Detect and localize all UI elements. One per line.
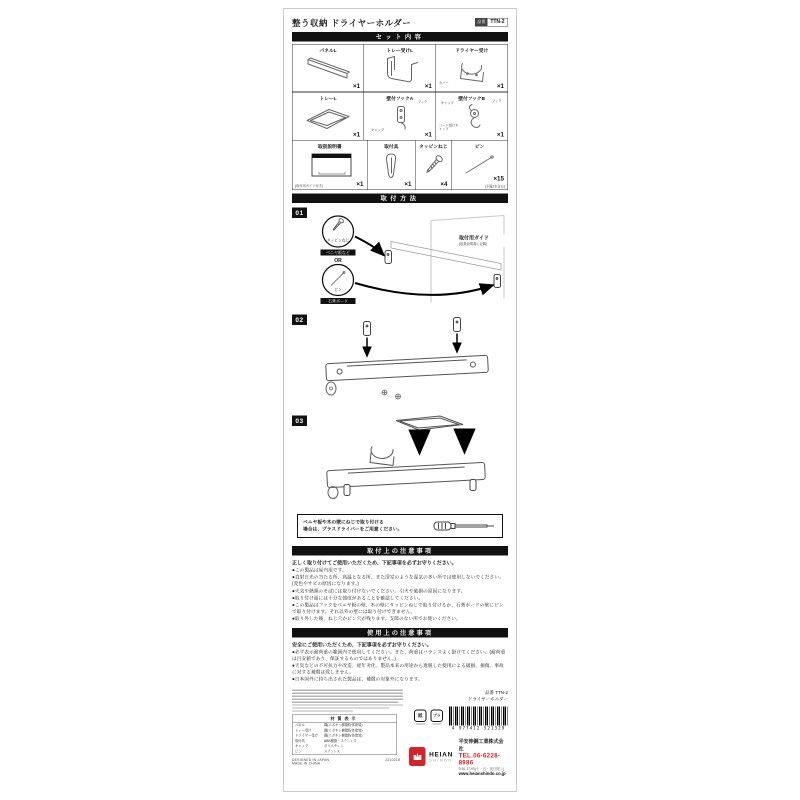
- parts-grid: [292, 44, 508, 190]
- usage-caution-intro: 安全にご使用いただくため、下記事項を必ずお守りください。: [292, 642, 432, 648]
- tapping-screw-illustration: [416, 150, 452, 181]
- footer: [292, 690, 508, 776]
- company-web: www.heianshindo.co.jp: [458, 770, 506, 776]
- install-caution-intro: 正しく取り付けてご使用いただくため、下記事項を必ずお守りください。: [292, 560, 457, 566]
- caution-item: ●必ず表示耐荷重の範囲内で使用してください。また、荷重はバランスよく掛けてください。(耐荷重は目安値であり、保証するものではありません。): [292, 649, 506, 661]
- screwdriver-icon: [432, 519, 497, 534]
- caution-item: ●火気や熱源のそばには取り付けないでください。引火や破損の原因になります。: [292, 588, 466, 594]
- section-bar-method: 取付方法: [292, 194, 508, 204]
- header: [292, 16, 508, 29]
- part-name: ピン: [474, 144, 485, 150]
- fitting-tool-illustration: [368, 150, 416, 181]
- panel-l-illustration: [293, 54, 364, 85]
- materials-title: 材質表示: [293, 715, 397, 723]
- caution-item: ●天災などの不可抗力や改造、経年劣化、製品本来の用途から逸脱した使用による破損、損傷、事故に対する補償は致しません。: [292, 662, 504, 675]
- part-name: 壁付フックB: [458, 96, 486, 102]
- pin-wall-label: 石膏ボード: [328, 298, 348, 304]
- step-01-badge: 01: [292, 208, 307, 219]
- part-number-badge: [475, 18, 508, 27]
- part-cell-pin: [452, 141, 508, 190]
- company-tel: TEL.06-6228-8986: [458, 751, 501, 766]
- section-bar-usage-caution: 使用上の注意事項: [292, 628, 508, 638]
- install-caution-list: [292, 567, 508, 622]
- manual-illustration: [293, 150, 368, 181]
- material-key: キャップ: [295, 744, 309, 749]
- product-name: ドライヤーホルダー: [467, 696, 508, 702]
- hook-tag: フック: [491, 99, 502, 103]
- step-02-illustration: [292, 313, 510, 409]
- part-number-label: 品番: [477, 19, 486, 24]
- step-02-badge: 02: [292, 315, 307, 326]
- part-cell-panel-l: [293, 45, 365, 93]
- tray-uke-l-illustration: [364, 54, 435, 85]
- step-03-badge: 03: [292, 416, 307, 427]
- step-03: [292, 414, 508, 508]
- pin-label: ピン: [334, 288, 342, 292]
- part-qty: ×1: [424, 131, 432, 138]
- part-cell-wall-hook-a: [364, 93, 436, 141]
- material-key: 取付具: [295, 739, 305, 743]
- step-01: [292, 206, 508, 311]
- part-name: トレー受けL: [386, 48, 414, 54]
- guide-label: 取付用ガイド: [459, 235, 489, 242]
- cap-tag: キャップ: [440, 101, 454, 105]
- screwdriver-note-box: [297, 514, 503, 538]
- instruction-sheet: [283, 8, 517, 792]
- hook-tag: フック: [417, 100, 428, 104]
- or-label: OR: [334, 258, 342, 264]
- product-label: [468, 690, 508, 703]
- part-number-value: TTN-2: [490, 19, 505, 25]
- part-name: 取扱説明書: [317, 144, 342, 150]
- part-name: タッピンねじ: [418, 144, 448, 150]
- material-value: ステンレス: [324, 749, 341, 754]
- part-qty: ×1: [353, 82, 361, 90]
- page-title: 整う収納 ドライヤーホルダー: [292, 18, 412, 28]
- part-qty: ×1: [353, 131, 361, 138]
- part-qty: ×1: [404, 180, 412, 188]
- dryer-uke-illustration: [436, 54, 508, 85]
- plastic-recycle-icon: プラ: [431, 709, 444, 722]
- plastic-recycle-mark: [431, 709, 444, 724]
- material-value: ポリエチレン: [324, 744, 344, 749]
- part-cell-tapping-screw: [416, 141, 452, 190]
- material-key: トレー受け: [295, 728, 312, 733]
- part-cell-tray-uke-l: [364, 45, 436, 93]
- barcode: [449, 706, 508, 725]
- footer-right: [403, 690, 508, 776]
- tray-l-illustration: [293, 102, 364, 133]
- material-row: [293, 749, 397, 754]
- caution-item: ●この製品は屋内用です。: [292, 567, 347, 573]
- note-line-2: 場合は、プラスドライバーをご用意ください。: [303, 526, 403, 532]
- part-qty: ×15: [493, 175, 504, 182]
- caution-item: ●取り外した後、ねじ穴かピン穴が残ります。支障のない所でお使いください。: [292, 616, 461, 622]
- footer-left: [292, 690, 403, 776]
- logo-sub: SHINDO: [429, 757, 453, 763]
- designed-in: DESIGNED IN JAPAN: [292, 758, 330, 763]
- part-cell-wall-hook-b: [436, 93, 508, 141]
- cover-tag: カバー: [438, 81, 449, 85]
- material-value: ABS樹脂・ステンレス: [324, 739, 357, 743]
- part-name: 壁付フックA: [386, 96, 414, 102]
- company-hours: 9:30-17:00(土・日・祝日除く): [458, 767, 505, 771]
- step-02: [292, 313, 508, 412]
- section-bar-install-caution: 取付上の注意事項: [292, 546, 508, 556]
- screw-label: タッピンねじ: [326, 238, 350, 243]
- caution-item: ●取り付け面には十分な強度があることを確認してください。: [292, 595, 424, 601]
- material-key: パネル: [295, 723, 305, 728]
- part-cell-dryer-uke: [436, 45, 508, 93]
- material-key: ドライヤー受け: [295, 734, 318, 738]
- caution-item: ●直射日光の当たる所、高温となる所、また浴室のような湿気の多い所では使用しないでください。(変色やサビの原因になります。): [292, 574, 504, 587]
- part-qty: ×1: [424, 82, 432, 90]
- part-cell-manual: [293, 141, 368, 190]
- heian-shindo-logo-icon: [409, 747, 426, 766]
- part-cell-tray-l: [293, 93, 365, 141]
- paper-recycle-icon: 紙: [414, 709, 427, 722]
- part-cell-fitting-tool: [368, 141, 416, 190]
- material-value: 鋼(エポキシ樹脂粉体塗装): [324, 734, 363, 738]
- part-name: 取付具: [384, 144, 399, 150]
- step-01-illustration: [292, 206, 510, 308]
- paper-recycle-mark: [414, 709, 427, 724]
- code-row: [414, 706, 508, 731]
- company-block: [409, 737, 508, 776]
- logo-main: HEIAN: [429, 750, 454, 758]
- part-qty: ×1: [496, 131, 504, 138]
- materials-table: [292, 715, 397, 756]
- lot-code: 2210218: [385, 758, 400, 763]
- caution-item: ●この製品はフックをベニヤ板の壁、木の壁にタッピンねじで取り付けるか、石膏ボードの壁にピンで取り付けます。それ以外の壁には取り付けできません。: [292, 602, 504, 615]
- barcode-block: [449, 706, 508, 731]
- recycle-marks: [414, 709, 443, 724]
- barcode-digits: 4 977412 521329: [451, 725, 506, 731]
- product-part-no: 品番 TTN-2: [485, 690, 508, 696]
- material-value: 鋼(エポキシ樹脂粉体塗装): [324, 723, 363, 728]
- material-key: ピン: [295, 749, 302, 754]
- cord-cap-tag: コード掛けキャップ: [438, 123, 459, 131]
- part-name: トレーL: [319, 96, 337, 102]
- fine-print-paragraph: [292, 690, 403, 712]
- part-qty: ×1: [356, 180, 364, 188]
- part-name: パネルL: [319, 48, 337, 54]
- guide-note: (取扱説明書に記載): [459, 242, 488, 246]
- step-03-illustration: [292, 414, 510, 505]
- origin-block: [292, 759, 403, 766]
- usage-caution-list: [292, 649, 508, 683]
- manual-note: (取付用ガイド付き): [295, 184, 324, 188]
- note-line-1: ベニヤ板や木の壁にねじで取り付ける: [303, 519, 384, 525]
- part-name: ドライヤー受け: [455, 48, 489, 54]
- caution-item: ●日本国外に持ち出された製品は、補償の対象外になります。: [292, 676, 423, 682]
- part-qty: ×1: [496, 82, 504, 90]
- screw-wall-label: ベニヤ板など: [326, 250, 350, 255]
- part-qty: ×4: [440, 180, 448, 188]
- section-bar-set-contents: セット内容: [292, 32, 508, 42]
- logo-text: [429, 750, 453, 762]
- company-name: 平安伸銅工業株式会社: [458, 738, 504, 752]
- pin-note: (予備2本含む): [484, 185, 505, 189]
- made-in: MADE IN CHINA: [292, 762, 321, 766]
- material-value: 鋼(エポキシ樹脂粉体塗装): [324, 728, 363, 733]
- company-info: [459, 737, 508, 776]
- cap-tag: キャップ: [371, 128, 385, 132]
